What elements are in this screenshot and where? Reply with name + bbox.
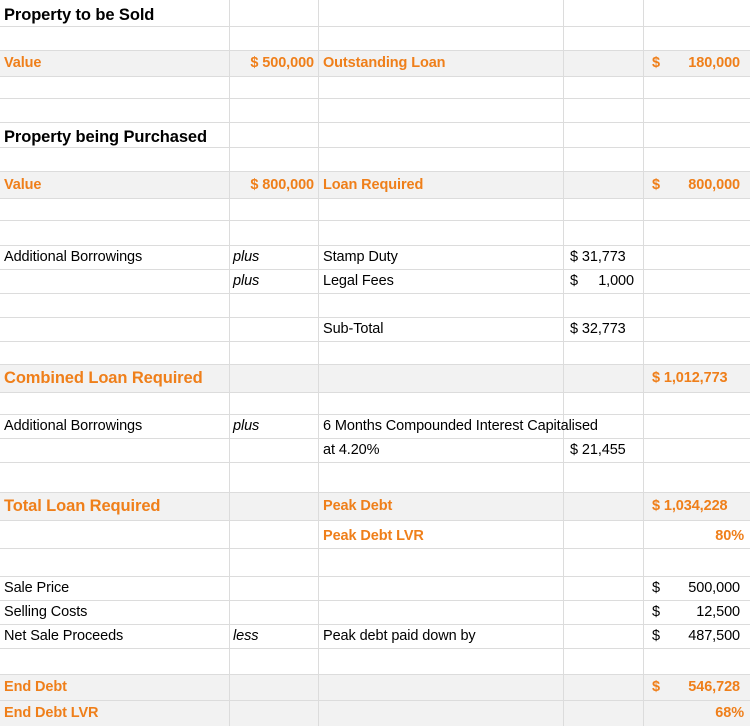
grid-line bbox=[0, 293, 750, 294]
currency-symbol: $ bbox=[652, 628, 660, 644]
stamp-duty-label: Stamp Duty bbox=[323, 249, 398, 265]
selling-costs-amount bbox=[652, 600, 740, 624]
end-debt-lvr-value: 68% bbox=[715, 705, 744, 721]
heading-purchased: Property being Purchased bbox=[4, 127, 207, 146]
row-combined-loan bbox=[0, 364, 750, 392]
peak-debt-value: $ 1,034,228 bbox=[652, 498, 728, 514]
sale-price-value: 500,000 bbox=[688, 580, 740, 596]
end-debt-lvr-label: End Debt LVR bbox=[4, 705, 99, 721]
grid-line bbox=[0, 98, 750, 99]
row-heading-purchased bbox=[0, 124, 750, 150]
row-interest bbox=[0, 414, 750, 438]
combined-loan-value: $ 1,012,773 bbox=[652, 370, 728, 386]
grid-line bbox=[0, 462, 750, 463]
currency-symbol: $ bbox=[652, 176, 660, 193]
paid-down-label: Peak debt paid down by bbox=[323, 628, 476, 644]
loan-required-amount bbox=[652, 171, 740, 198]
sold-value: $ 500,000 bbox=[250, 55, 314, 71]
total-loan-label: Total Loan Required bbox=[4, 496, 161, 515]
grid-line bbox=[0, 198, 750, 199]
row-sold-value bbox=[0, 50, 750, 76]
subtotal-label: Sub-Total bbox=[323, 321, 384, 337]
less-label: less bbox=[233, 628, 259, 644]
interest-label: 6 Months Compounded Interest Capitalised bbox=[323, 418, 598, 434]
plus-label: plus bbox=[233, 418, 260, 434]
row-heading-sold bbox=[0, 2, 750, 28]
heading-sold: Property to be Sold bbox=[4, 5, 155, 24]
legal-fees-amount bbox=[570, 269, 634, 293]
grid-line bbox=[0, 76, 750, 77]
selling-costs-label: Selling Costs bbox=[4, 604, 88, 620]
purchased-value: $ 800,000 bbox=[250, 176, 314, 193]
grid-line bbox=[0, 392, 750, 393]
outstanding-loan-label: Outstanding Loan bbox=[323, 55, 446, 71]
loan-required-label: Loan Required bbox=[323, 176, 424, 193]
peak-debt-lvr-label: Peak Debt LVR bbox=[323, 528, 424, 544]
interest-rate-label: at 4.20% bbox=[323, 442, 380, 458]
stamp-duty-value: $ 31,773 bbox=[570, 249, 626, 265]
net-sale-amount bbox=[652, 624, 740, 648]
currency-symbol: $ bbox=[652, 604, 660, 620]
outstanding-loan-amount bbox=[652, 50, 740, 76]
legal-fees-label: Legal Fees bbox=[323, 273, 394, 289]
currency-symbol: $ bbox=[652, 679, 660, 695]
loan-required-value: 800,000 bbox=[688, 176, 740, 193]
interest-value: $ 21,455 bbox=[570, 442, 626, 458]
row-end-lvr bbox=[0, 700, 750, 726]
grid-line bbox=[0, 341, 750, 342]
end-debt-label: End Debt bbox=[4, 679, 67, 695]
row-peak-lvr bbox=[0, 522, 750, 550]
grid-line bbox=[0, 122, 750, 123]
currency-symbol: $ bbox=[570, 273, 578, 289]
end-debt-amount bbox=[652, 674, 740, 700]
row-total-loan bbox=[0, 492, 750, 520]
subtotal-value: $ 32,773 bbox=[570, 321, 626, 337]
row-purchased-value bbox=[0, 171, 750, 198]
sale-price-amount bbox=[652, 576, 740, 600]
row-selling-costs bbox=[0, 600, 750, 624]
selling-costs-value: 12,500 bbox=[696, 604, 740, 620]
grid-line bbox=[0, 220, 750, 221]
net-sale-label: Net Sale Proceeds bbox=[4, 628, 124, 644]
end-debt-value: 546,728 bbox=[688, 679, 740, 695]
plus-label: plus bbox=[233, 249, 260, 265]
grid-line bbox=[0, 520, 750, 521]
additional-borrowings-label: Additional Borrowings bbox=[4, 249, 143, 265]
row-net-sale bbox=[0, 624, 750, 648]
purchased-value-label: Value bbox=[4, 176, 42, 193]
sale-price-label: Sale Price bbox=[4, 580, 70, 596]
currency-symbol: $ bbox=[652, 55, 660, 71]
plus-label: plus bbox=[233, 273, 260, 289]
row-legal-fees bbox=[0, 269, 750, 293]
additional-borrowings-label: Additional Borrowings bbox=[4, 418, 143, 434]
net-sale-value: 487,500 bbox=[688, 628, 740, 644]
grid-line bbox=[0, 648, 750, 649]
legal-fees-value: 1,000 bbox=[598, 273, 634, 289]
peak-debt-lvr-value: 80% bbox=[715, 528, 744, 544]
row-interest-rate bbox=[0, 438, 750, 462]
peak-debt-label: Peak Debt bbox=[323, 498, 393, 514]
row-sale-price bbox=[0, 576, 750, 600]
row-end-debt bbox=[0, 674, 750, 700]
currency-symbol: $ bbox=[652, 580, 660, 596]
row-subtotal bbox=[0, 317, 750, 341]
outstanding-loan-value: 180,000 bbox=[688, 55, 740, 71]
combined-loan-label: Combined Loan Required bbox=[4, 368, 203, 387]
row-stamp-duty bbox=[0, 245, 750, 269]
sold-value-label: Value bbox=[4, 55, 42, 71]
